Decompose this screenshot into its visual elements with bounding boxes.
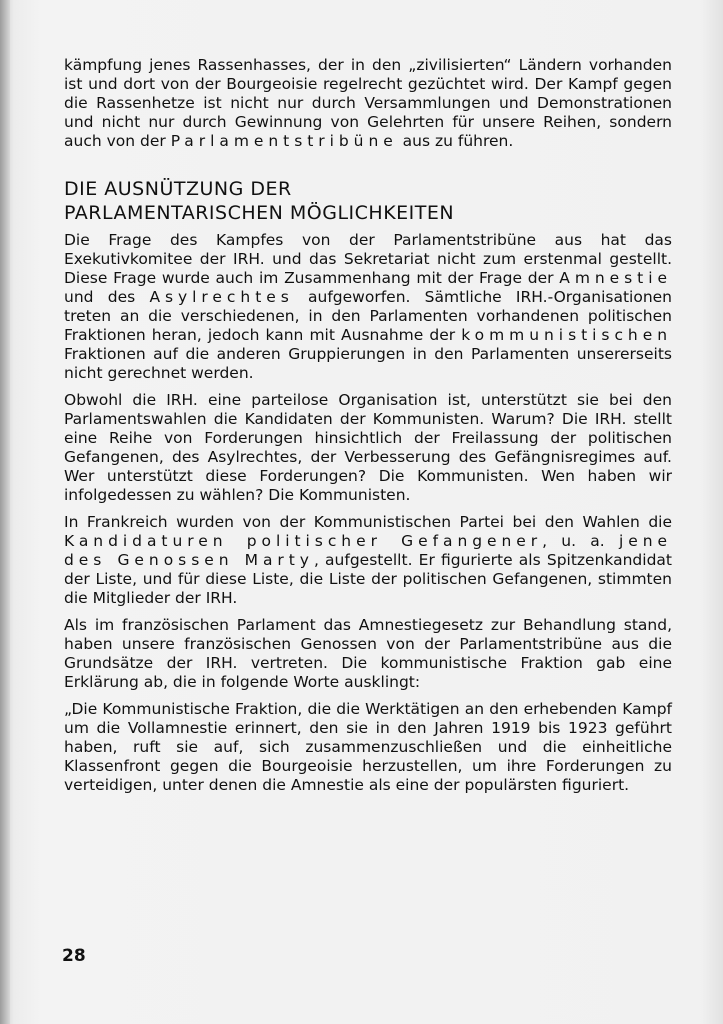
paragraph-text: , aufgestellt. Er figurierte als Spitzenkandidat der Liste, und für diese Liste, die Liste der politischen Gefangenen, stimmten die Mitglieder der IRH. (64, 551, 672, 607)
paragraph-text: , u. a. (542, 532, 605, 550)
emphasized-text: jene des Genossen Marty (64, 532, 672, 569)
emphasized-text: Parlamentstribüne (170, 132, 398, 150)
paragraph-text: und des (64, 288, 136, 306)
page-binding-edge (0, 0, 10, 1024)
heading-line-2: PARLAMENTARISCHEN MÖGLICHKEITEN (64, 202, 455, 224)
paragraph-text: Die Frage des Kampfes von der Parlamentstribüne aus hat das Exekutivkomitee der IRH. und das Sekretariat nicht zum erstenmal gestellt. Diese Frage wurde auch im Zusammenhang mit der Frage der (64, 231, 672, 287)
paragraph-text: kämpfung jenes Rassenhasses, der in den „zivilisierten“ Ländern vorhanden ist und dort von der Bourgeoisie regelrecht gezüchtet wird. Der Kampf gegen die Rassenhetze ist nicht nur durch Versammlungen und Demonstrationen und nicht nur durch Gewinnung von Gelehrten für unsere Reihen, sondern auch von der (64, 56, 672, 150)
paragraph-3 (64, 513, 672, 608)
paragraph-2: Obwohl die IRH. eine parteilose Organisation ist, unterstützt sie bei den Parlamentswahlen die Kandidaten der Kommunisten. Warum? Die IRH. stellt eine Reihe von Forderungen hinsichtlich der Freilassung der politischen Gefangenen, des Asylrechtes, der Verbesserung des Gefängnisregimes auf. Wer unterstützt diese Forderungen? Die Kommunisten. Wen haben wir infolgedessen zu wählen? Die Kommunisten. (64, 391, 672, 504)
section-heading (64, 177, 672, 225)
paragraph-5-quote: „Die Kommunistische Fraktion, die die Werktätigen an den erhebenden Kampf um die Vollamnestie erinnert, den sie in den Jahren 1919 bis 1923 geführt haben, ruft sie auf, sich zusammenzuschließen und die einheitliche Klassenfront gegen die Bourgeoisie herzustellen, um ihre Forderungen zu verteidigen, unter denen die Amnestie als eine der populärsten figuriert. (64, 700, 672, 794)
paragraph-text: Fraktionen auf die anderen Gruppierungen in den Parlamenten unsererseits nicht gerechnet werden. (64, 345, 672, 382)
paragraph-text: In Frankreich wurden von der Kommunistischen Partei bei den Wahlen die (64, 513, 672, 531)
paragraph-text: aus zu führen. (402, 132, 514, 150)
emphasized-text: Kandidaturen politischer Gefangener (64, 532, 543, 550)
emphasized-text: Amnestie (559, 269, 672, 287)
paragraph-continuation (64, 56, 672, 151)
paragraph-4: Als im französischen Parlament das Amnestiegesetz zur Behandlung stand, haben unsere französischen Genossen von der Parlamentstribüne aus die Grundsätze der IRH. vertreten. Die kommunistische Fraktion gab eine Erklärung ab, die in folgende Worte ausklingt: (64, 616, 672, 691)
heading-line-1: DIE AUSNÜTZUNG DER (64, 178, 292, 200)
emphasized-text: kommunistischen (461, 326, 672, 344)
page-body (64, 56, 672, 803)
paragraph-1 (64, 231, 672, 383)
paragraph-text: aufgeworfen. Sämtliche IRH.-Organisationen treten an die verschiedenen, in den Parlamenten vorhandenen politischen Fraktionen heran, jedoch kann mit Ausnahme der (64, 288, 672, 344)
emphasized-text: Asylrechtes (149, 288, 294, 306)
page-number: 28 (62, 946, 86, 966)
